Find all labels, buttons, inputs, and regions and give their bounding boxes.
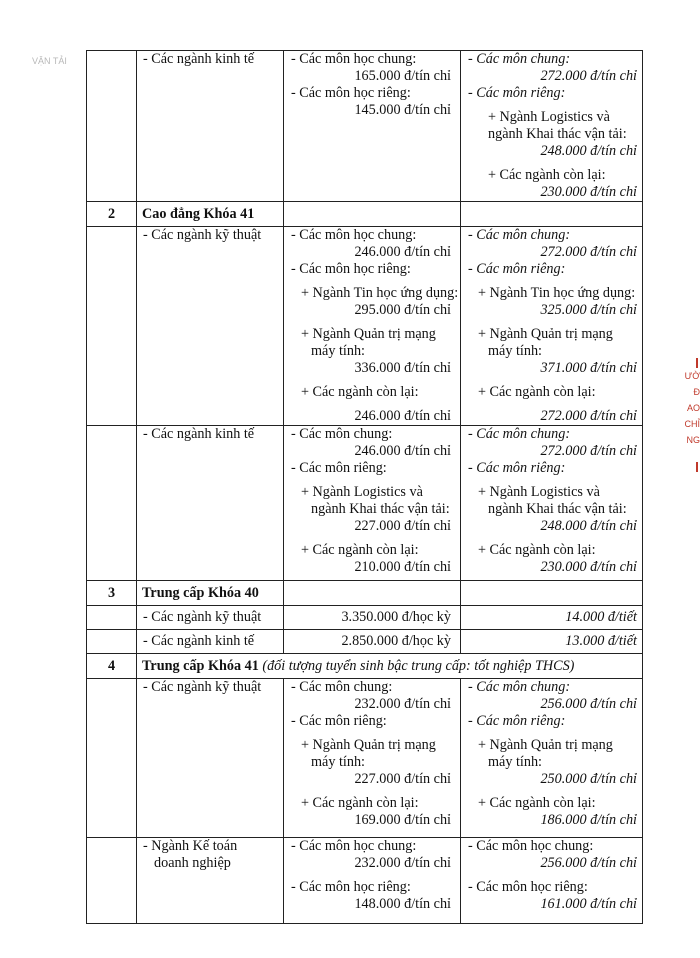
section-number: 2 (87, 202, 137, 227)
section-number: 3 (87, 581, 137, 606)
section-title: Trung cấp Khóa 40 (142, 584, 259, 601)
red-stamp-fragment: ƯỜ Đ AO CHỈ NG (684, 358, 700, 472)
table-row: - Các ngành kinh tế 2.850.000 đ/học kỳ 13.000 đ/tiết (87, 630, 643, 654)
row-label: - Các ngành kỹ thuật (143, 609, 262, 625)
section-title: Trung cấp Khóa 41 (đối tượng tuyển sinh bậc trung cấp: tốt nghiệp THCS) (142, 657, 575, 674)
section-number: 4 (87, 654, 137, 679)
section-row (87, 654, 643, 679)
row-label: - Các ngành kinh tế (143, 426, 255, 442)
table-row: - Các ngành kinh tế - Các môn học chung: 165.000 đ/tín chỉ - Các môn học riêng: 145.000 đ/tín chỉ - Các môn chung: 272.000 đ/tín chỉ - Các môn riêng: + Ngành Logistics và ngành Khai thác vận tải: 248.000 đ/tín chỉ + Các ngành còn lại: 230.000 đ/tín chỉ (87, 51, 643, 202)
section-title: Cao đẳng Khóa 41 (142, 205, 255, 222)
tuition-fee-table (86, 50, 643, 924)
row-label: - Các ngành kinh tế (143, 633, 255, 649)
table-row: - Các ngành kinh tế - Các môn chung: 246.000 đ/tín chỉ - Các môn riêng: + Ngành Logistics và ngành Khai thác vận tải: 227.000 đ/tín chỉ + Các ngành còn lại: 210.000 đ/tín chỉ - Các môn chung: 272.000 đ/tín chỉ - Các môn riêng: + Ngành Logistics và ngành Khai thác vận tải: 248.000 đ/tín chỉ + Các ngành còn lại: 230.000 đ/tín chỉ (87, 426, 643, 581)
section-note: (đối tượng tuyển sinh bậc trung cấp: tốt nghiệp THCS) (262, 657, 575, 674)
table-row: - Ngành Kế toán doanh nghiệp - Các môn học chung: 232.000 đ/tín chỉ - Các môn học riêng: 148.000 đ/tín chỉ - Các môn học chung: 256.000 đ/tín chỉ - Các môn học riêng: 161.000 đ/tín chỉ (87, 838, 643, 924)
table-row: - Các ngành kỹ thuật - Các môn chung: 232.000 đ/tín chỉ - Các môn riêng: + Ngành Quản trị mạng máy tính: 227.000 đ/tín chỉ + Các ngành còn lại: 169.000 đ/tín chỉ - Các môn chung: 256.000 đ/tín chỉ - Các môn riêng: + Ngành Quản trị mạng máy tính: 250.000 đ/tín chỉ + Các ngành còn lại: 186.000 đ/tín chỉ (87, 679, 643, 838)
row-label: - Các ngành kỹ thuật (143, 227, 262, 243)
row-label-cont: doanh nghiệp (154, 855, 231, 871)
row-label: - Các ngành kinh tế (143, 51, 255, 67)
table-row: - Các ngành kỹ thuật - Các môn học chung: 246.000 đ/tín chỉ - Các môn học riêng: + Ngành Tin học ứng dụng: 295.000 đ/tín chỉ + Ngành Quản trị mạng máy tính: 336.000 đ/tín chỉ + Các ngành còn lại: 246.000 đ/tín chỉ - Các môn chung: 272.000 đ/tín chỉ - Các môn riêng: + Ngành Tin học ứng dụng: 325.000 đ/tín chỉ + Ngành Quản trị mạng máy tính: 371.000 đ/tín chỉ + Các ngành còn lại: 272.000 đ/tín chỉ (87, 227, 643, 426)
row-label: - Ngành Kế toán (143, 838, 238, 854)
faint-margin-text: VẬN TẢI (32, 56, 67, 66)
section-row (87, 202, 643, 227)
row-label: - Các ngành kỹ thuật (143, 679, 262, 695)
section-row (87, 581, 643, 606)
table-row: - Các ngành kỹ thuật 3.350.000 đ/học kỳ 14.000 đ/tiết (87, 606, 643, 630)
